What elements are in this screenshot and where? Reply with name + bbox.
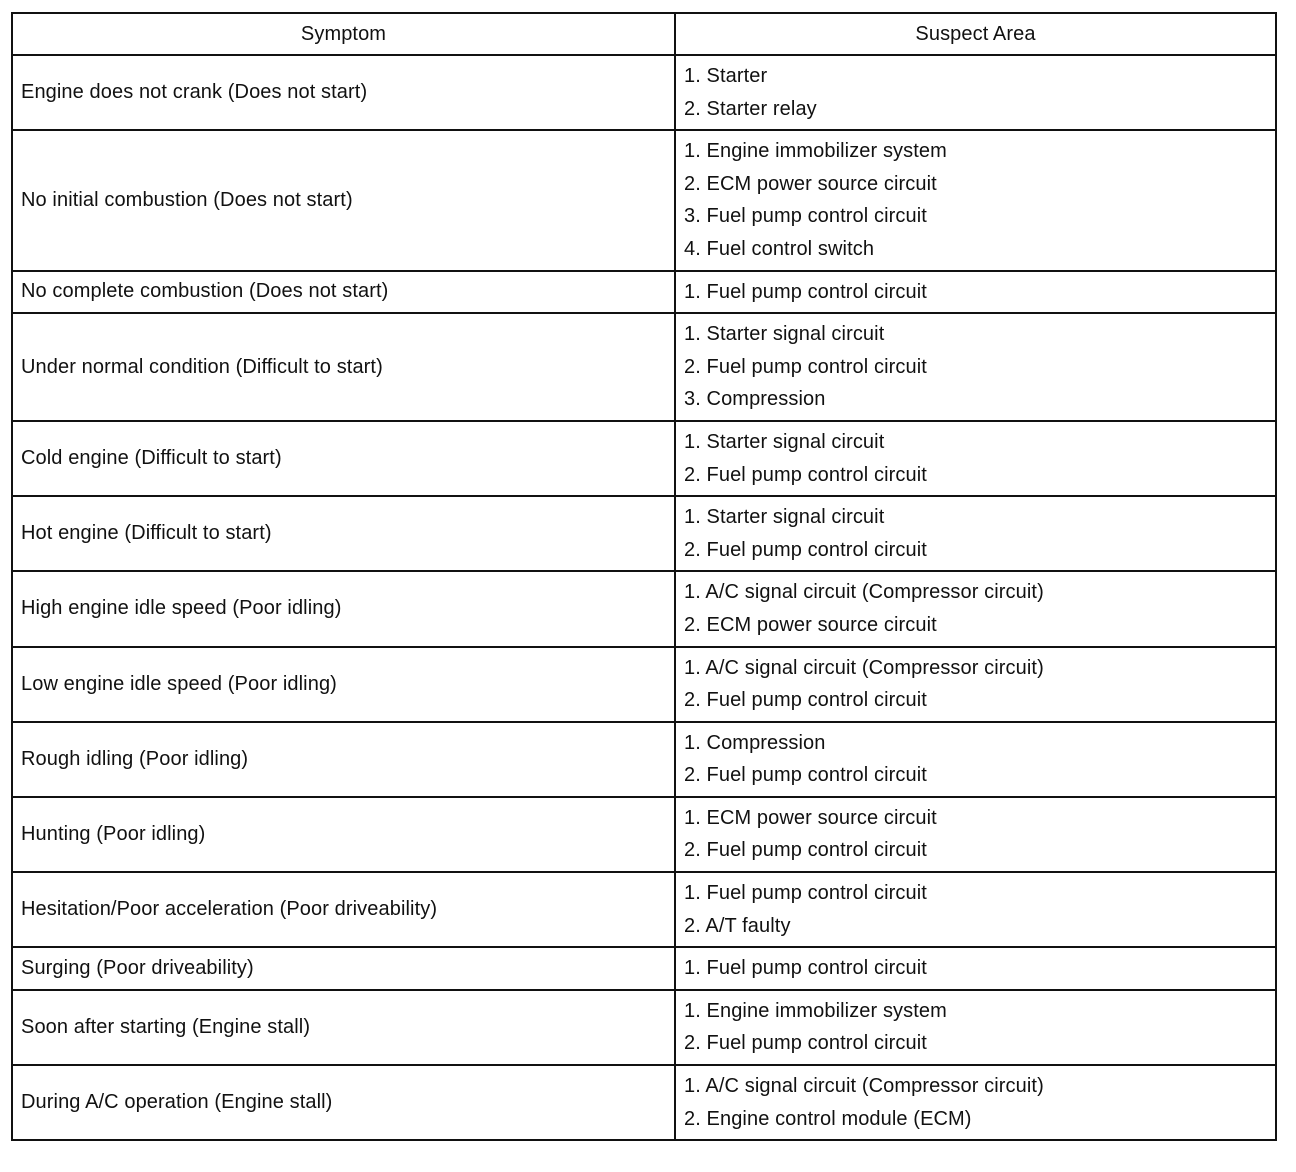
suspect-area-list <box>684 56 1275 129</box>
suspect-area-item: 1. ECM power source circuit <box>684 806 937 829</box>
symptom-cell: No complete combustion (Does not start) <box>12 271 675 314</box>
symptom-cell: Soon after starting (Engine stall) <box>12 990 675 1065</box>
suspect-area-item: 1. Engine immobilizer system <box>684 999 947 1022</box>
suspect-area-item: 2. Fuel pump control circuit <box>684 764 927 787</box>
suspect-area-cell <box>675 1065 1276 1140</box>
table-row <box>12 496 1276 571</box>
suspect-area-item: 1. Starter signal circuit <box>684 323 885 346</box>
suspect-area-cell <box>675 947 1276 990</box>
suspect-area-item: 1. Starter signal circuit <box>684 506 885 529</box>
suspect-area-item: 1. Fuel pump control circuit <box>684 957 927 980</box>
suspect-area-list <box>684 422 1275 495</box>
suspect-area-list <box>684 948 1275 989</box>
suspect-area-item: 2. Fuel pump control circuit <box>684 689 927 712</box>
symptom-cell: Engine does not crank (Does not start) <box>12 55 675 130</box>
table-row <box>12 271 1276 314</box>
suspect-area-item: 2. ECM power source circuit <box>684 172 937 195</box>
suspect-area-cell <box>675 130 1276 270</box>
suspect-area-item: 2. Fuel pump control circuit <box>684 1032 927 1055</box>
suspect-area-cell <box>675 797 1276 872</box>
suspect-area-list <box>684 314 1275 420</box>
suspect-area-item: 1. Starter signal circuit <box>684 430 885 453</box>
suspect-area-item: 1. Compression <box>684 731 826 754</box>
suspect-area-cell <box>675 571 1276 646</box>
symptom-cell: Hot engine (Difficult to start) <box>12 496 675 571</box>
table-row <box>12 1065 1276 1140</box>
suspect-area-cell <box>675 313 1276 421</box>
suspect-area-item: 1. A/C signal circuit (Compressor circuit) <box>684 581 1044 604</box>
suspect-area-item: 2. Fuel pump control circuit <box>684 839 927 862</box>
symptom-cell: Hunting (Poor idling) <box>12 797 675 872</box>
suspect-area-item: 2. ECM power source circuit <box>684 613 937 636</box>
suspect-area-list <box>684 272 1275 313</box>
table-row <box>12 313 1276 421</box>
suspect-area-item: 2. Fuel pump control circuit <box>684 463 927 486</box>
symptom-cell: Rough idling (Poor idling) <box>12 722 675 797</box>
symptom-cell: Cold engine (Difficult to start) <box>12 421 675 496</box>
table-row <box>12 647 1276 722</box>
suspect-area-list <box>684 1066 1275 1139</box>
table-row <box>12 797 1276 872</box>
table-header-row <box>12 13 1276 55</box>
symptom-cell: High engine idle speed (Poor idling) <box>12 571 675 646</box>
suspect-area-list <box>684 131 1275 269</box>
symptom-cell: Under normal condition (Difficult to start) <box>12 313 675 421</box>
suspect-area-item: 1. Engine immobilizer system <box>684 140 947 163</box>
symptom-cell: Hesitation/Poor acceleration (Poor driveability) <box>12 872 675 947</box>
suspect-area-cell <box>675 496 1276 571</box>
suspect-area-list <box>684 648 1275 721</box>
table-row <box>12 990 1276 1065</box>
suspect-area-item: 3. Fuel pump control circuit <box>684 205 927 228</box>
suspect-area-item: 2. Starter relay <box>684 97 817 120</box>
suspect-area-list <box>684 572 1275 645</box>
table-row <box>12 421 1276 496</box>
table-body <box>12 55 1276 1140</box>
suspect-area-list <box>684 798 1275 871</box>
suspect-area-item: 1. Fuel pump control circuit <box>684 882 927 905</box>
symptom-cell: No initial combustion (Does not start) <box>12 130 675 270</box>
suspect-area-item: 2. A/T faulty <box>684 914 791 937</box>
table-row <box>12 571 1276 646</box>
suspect-area-cell <box>675 647 1276 722</box>
table-row <box>12 130 1276 270</box>
suspect-area-list <box>684 873 1275 946</box>
table-row <box>12 947 1276 990</box>
suspect-area-item: 2. Engine control module (ECM) <box>684 1107 972 1130</box>
suspect-area-item: 2. Fuel pump control circuit <box>684 538 927 561</box>
suspect-area-cell <box>675 271 1276 314</box>
suspect-area-cell <box>675 872 1276 947</box>
suspect-area-cell <box>675 990 1276 1065</box>
suspect-area-cell <box>675 421 1276 496</box>
suspect-area-cell <box>675 55 1276 130</box>
suspect-area-item: 1. A/C signal circuit (Compressor circuit) <box>684 656 1044 679</box>
header-suspect-area: Suspect Area <box>675 13 1276 55</box>
suspect-area-list <box>684 497 1275 570</box>
header-symptom: Symptom <box>12 13 675 55</box>
suspect-area-item: 1. Starter <box>684 65 768 87</box>
symptom-cell: Surging (Poor driveability) <box>12 947 675 990</box>
table-row <box>12 55 1276 130</box>
suspect-area-cell <box>675 722 1276 797</box>
suspect-area-list <box>684 991 1275 1064</box>
symptom-cell: Low engine idle speed (Poor idling) <box>12 647 675 722</box>
suspect-area-item: 4. Fuel control switch <box>684 237 875 260</box>
suspect-area-list <box>684 723 1275 796</box>
symptom-suspect-table <box>11 12 1277 1141</box>
suspect-area-item: 2. Fuel pump control circuit <box>684 355 927 378</box>
suspect-area-item: 1. A/C signal circuit (Compressor circuit) <box>684 1075 1044 1098</box>
troubleshooting-table-container <box>11 12 1275 1141</box>
symptom-cell: During A/C operation (Engine stall) <box>12 1065 675 1140</box>
suspect-area-item: 1. Fuel pump control circuit <box>684 280 927 303</box>
table-row <box>12 722 1276 797</box>
table-row <box>12 872 1276 947</box>
suspect-area-item: 3. Compression <box>684 388 826 411</box>
